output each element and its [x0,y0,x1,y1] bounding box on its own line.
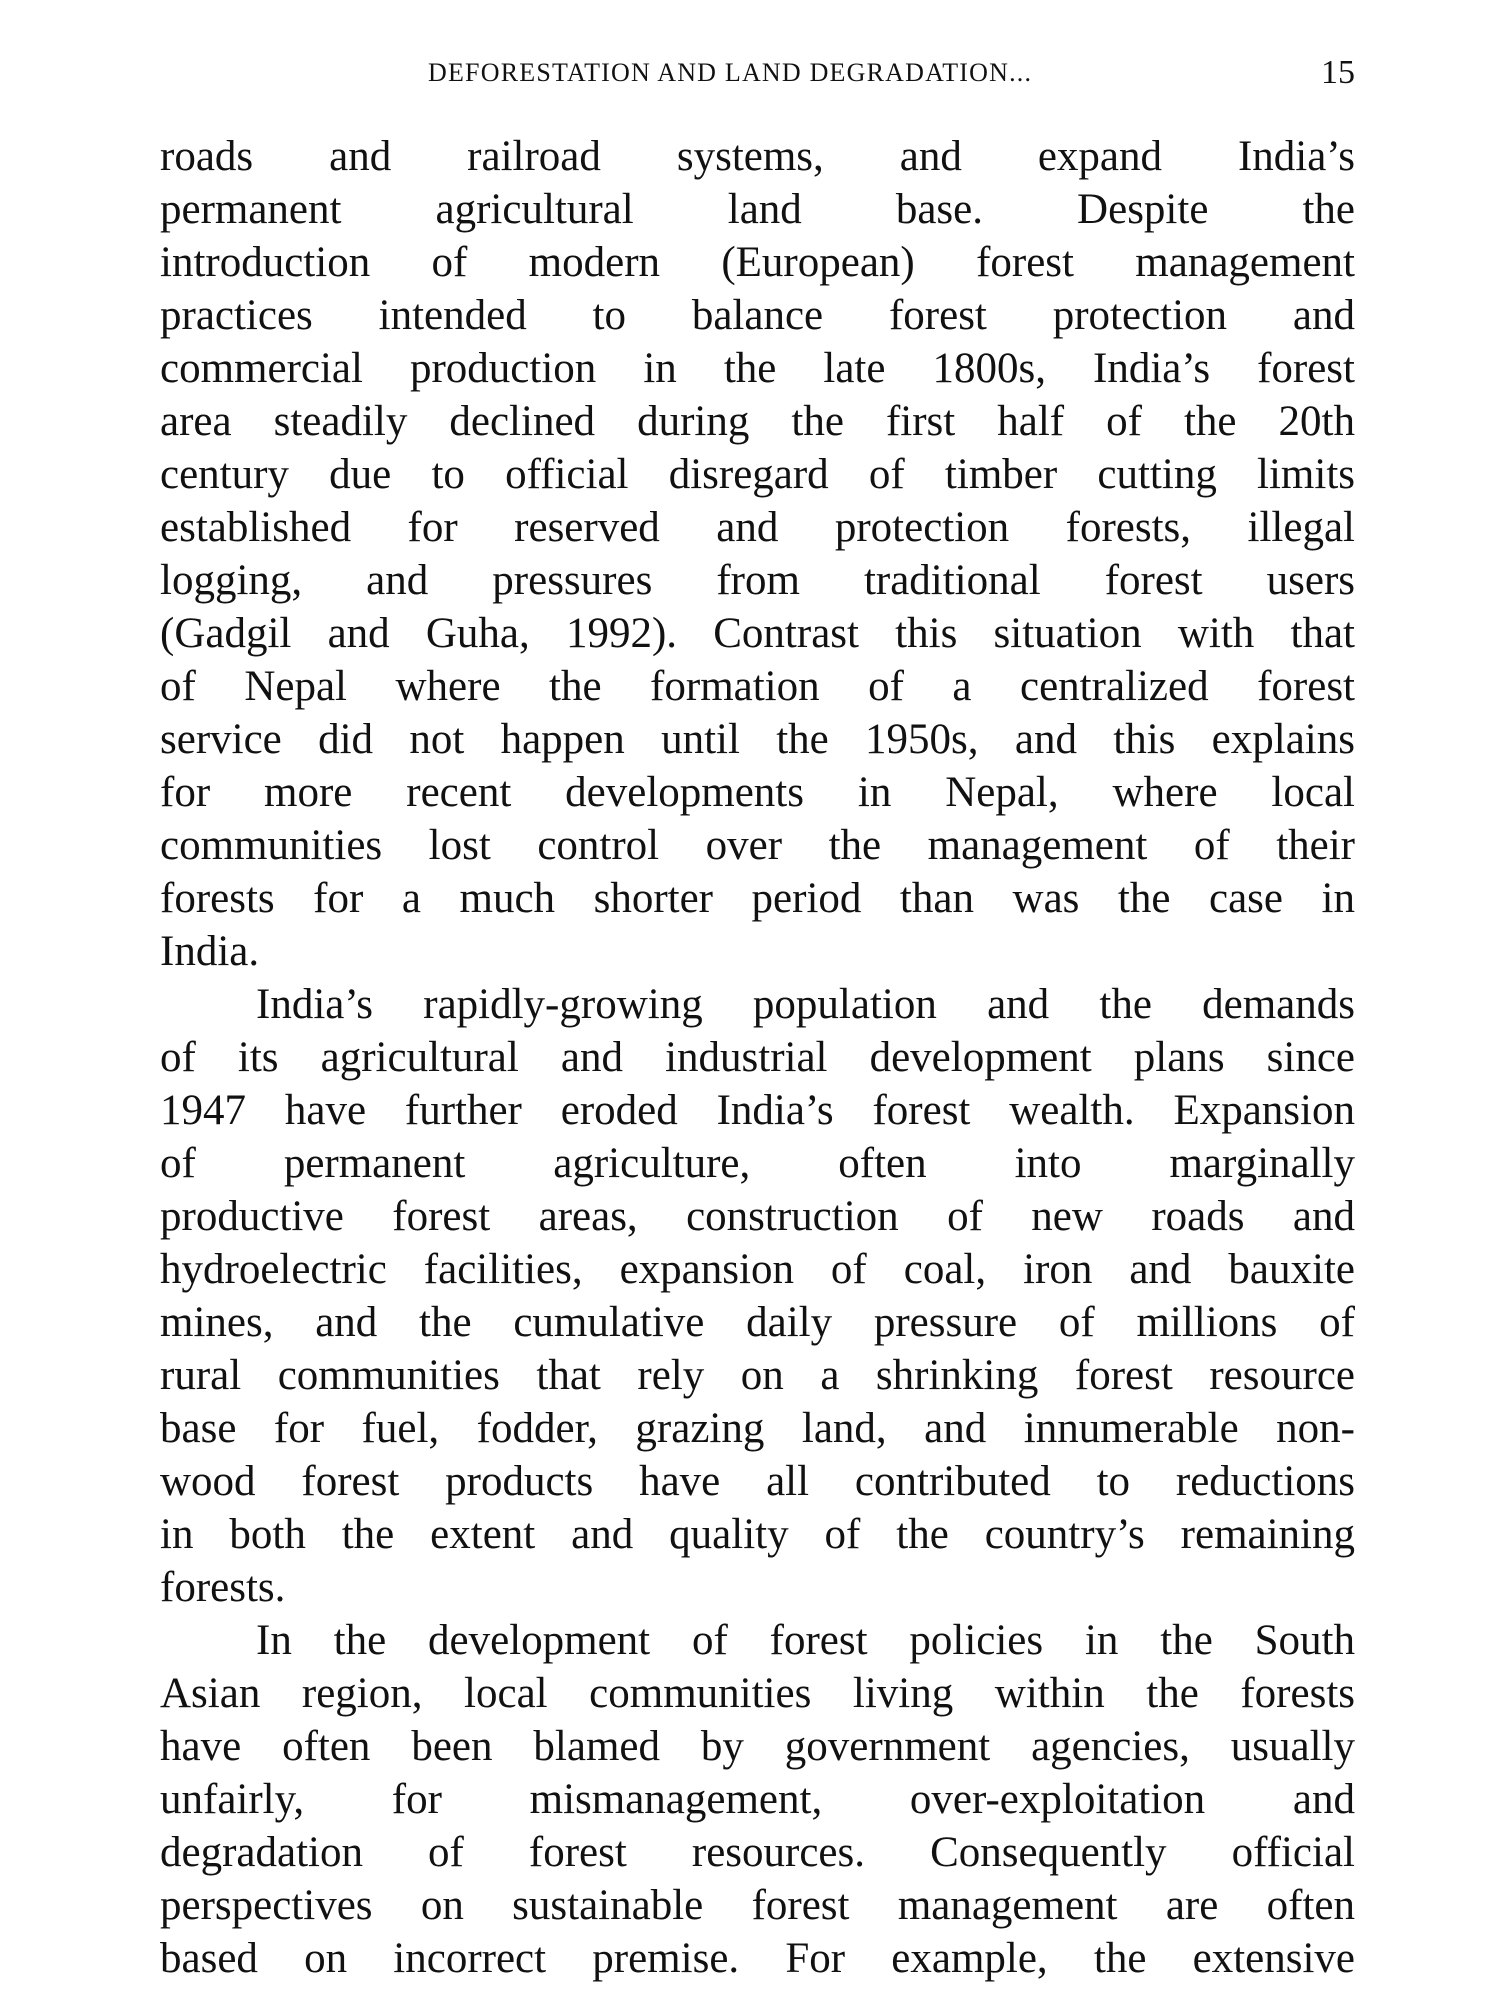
body-text [160,130,1355,1985]
text-line: Asian region, local communities living within the forests [160,1670,1355,1717]
text-line: century due to official disregard of timber cutting limits [160,451,1355,498]
paragraph-3 [160,1614,1355,1985]
page-number: 15 [1321,54,1355,91]
text-line: productive forest areas, construction of new roads and [160,1193,1355,1240]
text-line: established for reserved and protection forests, illegal [160,504,1355,551]
text-line: of permanent agriculture, often into marginally [160,1140,1355,1187]
text-line: base for fuel, fodder, grazing land, and innumerable non- [160,1405,1355,1452]
running-head [160,54,1355,98]
text-line: area steadily declined during the first half of the 20th [160,398,1355,445]
text-line: rural communities that rely on a shrinking forest resource [160,1352,1355,1399]
text-line: 1947 have further eroded India’s forest wealth. Expansion [160,1087,1355,1134]
text-line: (Gadgil and Guha, 1992). Contrast this situation with that [160,610,1355,657]
text-line: communities lost control over the management of their [160,822,1355,869]
text-line: practices intended to balance forest protection and [160,292,1355,339]
text-line: of its agricultural and industrial development plans since [160,1034,1355,1081]
text-line: have often been blamed by government agencies, usually [160,1723,1355,1770]
text-line: hydroelectric facilities, expansion of coal, iron and bauxite [160,1246,1355,1293]
text-line: forests for a much shorter period than was the case in [160,875,1355,922]
text-line: permanent agricultural land base. Despite the [160,186,1355,233]
text-line: India. [160,928,260,975]
text-line: service did not happen until the 1950s, and this explains [160,716,1355,763]
text-line: commercial production in the late 1800s, India’s forest [160,345,1355,392]
text-line: in both the extent and quality of the country’s remaining [160,1511,1355,1558]
text-line: for more recent developments in Nepal, where local [160,769,1355,816]
text-line: forests. [160,1564,286,1611]
paragraph-2 [160,978,1355,1614]
paragraph-1 [160,130,1355,978]
text-line: degradation of forest resources. Consequently official [160,1829,1355,1876]
text-line: introduction of modern (European) forest management [160,239,1355,286]
text-line: roads and railroad systems, and expand India’s [160,133,1355,180]
text-line: of Nepal where the formation of a centralized forest [160,663,1355,710]
text-line: In the development of forest policies in the South [256,1617,1355,1664]
running-title: DEFORESTATION AND LAND DEGRADATION... [428,58,1033,87]
text-line: mines, and the cumulative daily pressure of millions of [160,1299,1355,1346]
text-line: based on incorrect premise. For example, the extensive [160,1935,1355,1982]
text-line: unfairly, for mismanagement, over-exploitation and [160,1776,1355,1823]
text-line: perspectives on sustainable forest management are often [160,1882,1355,1929]
text-line: wood forest products have all contributed to reductions [160,1458,1355,1505]
text-line: logging, and pressures from traditional forest users [160,557,1355,604]
text-line: India’s rapidly-growing population and the demands [256,981,1355,1028]
